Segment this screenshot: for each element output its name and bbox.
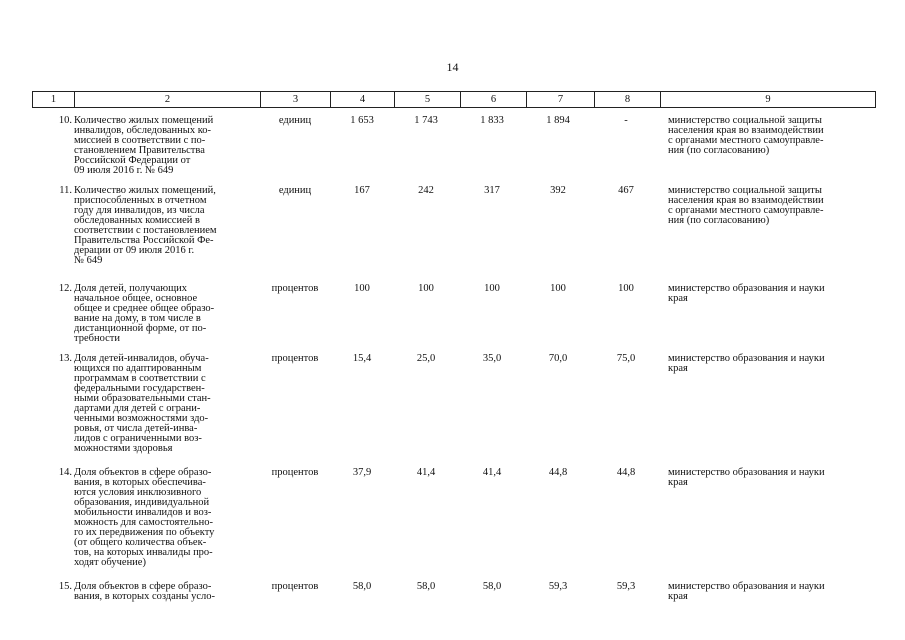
indicator-name (74, 582, 254, 602)
header-col-3: 3 (261, 92, 331, 108)
value-col-4: 37,9 (352, 467, 372, 478)
table-row (32, 582, 875, 606)
value-col-7: 100 (550, 283, 566, 294)
responsible-party (668, 186, 868, 226)
indicator-line: ются условия инклюзивного (74, 487, 202, 498)
table-row (32, 284, 875, 354)
indicator-line: Российской Федерации от (74, 155, 191, 166)
value-col-7: 392 (550, 185, 566, 196)
indicator-line: Доля объектов в сфере образо- (74, 467, 212, 478)
responsible-line: министерство образования и науки (668, 353, 825, 364)
value-col-6: 100 (484, 283, 500, 294)
value-col-8: - (624, 115, 628, 126)
indicator-line: Количество жилых помещений (74, 115, 214, 126)
value-col-8: 467 (618, 185, 634, 196)
value-col-7: 59,3 (548, 581, 568, 592)
unit: процентов (271, 353, 319, 364)
responsible-party (668, 116, 868, 156)
responsible-line: ния (по согласованию) (668, 145, 770, 156)
value-col-4: 167 (354, 185, 370, 196)
indicator-line: соответствии с постановлением (74, 225, 217, 236)
indicator-line: ющихся по адаптированным (74, 363, 202, 374)
value-col-7: 1 894 (546, 115, 570, 126)
value-col-8: 75,0 (616, 353, 636, 364)
indicator-line: образования, индивидуальной (74, 497, 210, 508)
indicator-line: ровья, от числа детей-инва- (74, 423, 198, 434)
indicator-line: Количество жилых помещений, (74, 185, 216, 196)
row-number: 13. (58, 353, 72, 364)
indicator-line: миссией в соответствии с по- (74, 135, 206, 146)
value-col-6: 58,0 (482, 581, 502, 592)
responsible-line: ния (по согласованию) (668, 215, 770, 226)
responsible-line: министерство образования и науки (668, 581, 825, 592)
unit: процентов (271, 283, 319, 294)
responsible-line: края (668, 293, 688, 304)
responsible-line: населения края во взаимодействии (668, 125, 824, 136)
responsible-line: населения края во взаимодействии (668, 195, 824, 206)
indicator-line: ченными возможностями здо- (74, 413, 209, 424)
indicator-line: федеральными государствен- (74, 383, 205, 394)
indicator-line: вания, в которых обеспечива- (74, 477, 206, 488)
value-col-8: 59,3 (616, 581, 636, 592)
responsible-line: министерство социальной защиты (668, 185, 822, 196)
table-row (32, 186, 875, 284)
row-number: 12. (58, 283, 72, 294)
value-col-5: 242 (418, 185, 434, 196)
value-col-7: 44,8 (548, 467, 568, 478)
value-col-4: 100 (354, 283, 370, 294)
indicator-line: общее и среднее общее образо- (74, 303, 215, 314)
responsible-line: края (668, 591, 688, 602)
table-row (32, 354, 875, 468)
row-number: 10. (58, 115, 72, 126)
indicator-line: дартами для детей с ограни- (74, 403, 201, 414)
indicator-line: Доля объектов в сфере образо- (74, 581, 212, 592)
value-col-5: 1 743 (414, 115, 438, 126)
responsible-line: края (668, 363, 688, 374)
indicator-line: ходят обучение) (74, 557, 146, 568)
indicator-line: лидов с ограниченными воз- (74, 433, 202, 444)
indicator-line: требности (74, 333, 120, 344)
row-number: 15. (58, 581, 72, 592)
indicator-line: ными образовательными стан- (74, 393, 211, 404)
responsible-line: с органами местного самоуправле- (668, 135, 824, 146)
header-col-1: 1 (33, 92, 75, 108)
value-col-6: 317 (484, 185, 500, 196)
header-col-4: 4 (331, 92, 395, 108)
indicator-line: инвалидов, обследованных ко- (74, 125, 212, 136)
column-number-header (32, 91, 876, 108)
indicator-line: Доля детей-инвалидов, обуча- (74, 353, 209, 364)
value-col-6: 41,4 (482, 467, 502, 478)
responsible-line: края (668, 477, 688, 488)
indicator-line: 09 июля 2016 г. № 649 (74, 165, 174, 176)
row-number: 14. (58, 467, 72, 478)
indicator-line: вания, в которых созданы усло- (74, 591, 216, 602)
indicator-name (74, 468, 254, 568)
indicator-line: (от общего количества объек- (74, 537, 207, 548)
value-col-5: 41,4 (416, 467, 436, 478)
value-col-5: 100 (418, 283, 434, 294)
indicator-name (74, 354, 254, 454)
value-col-4: 1 653 (350, 115, 374, 126)
indicator-line: го их передвижения по объекту (74, 527, 215, 538)
responsible-party (668, 582, 868, 602)
indicator-line: обследованных комиссией в (74, 215, 200, 226)
value-col-5: 25,0 (416, 353, 436, 364)
indicator-line: № 649 (74, 255, 103, 266)
indicator-line: программам в соответствии с (74, 373, 206, 384)
value-col-6: 35,0 (482, 353, 502, 364)
indicator-line: году для инвалидов, из числа (74, 205, 205, 216)
value-col-4: 15,4 (352, 353, 372, 364)
table-row (32, 116, 875, 186)
indicator-line: можностями здоровья (74, 443, 173, 454)
value-col-5: 58,0 (416, 581, 436, 592)
header-col-9: 9 (661, 92, 876, 108)
value-col-8: 44,8 (616, 467, 636, 478)
indicator-line: становлением Правительства (74, 145, 205, 156)
value-col-8: 100 (618, 283, 634, 294)
responsible-party (668, 468, 868, 488)
indicator-line: начальное общее, основное (74, 293, 198, 304)
header-col-8: 8 (595, 92, 661, 108)
table-row (32, 468, 875, 582)
unit: единиц (278, 115, 312, 126)
indicator-line: дерации от 09 июля 2016 г. (74, 245, 195, 256)
value-col-6: 1 833 (480, 115, 504, 126)
header-col-7: 7 (527, 92, 595, 108)
responsible-line: министерство социальной защиты (668, 115, 822, 126)
responsible-line: министерство образования и науки (668, 467, 825, 478)
unit: единиц (278, 185, 312, 196)
indicator-line: можность для самостоятельно- (74, 517, 213, 528)
header-col-5: 5 (395, 92, 461, 108)
responsible-party (668, 284, 868, 304)
responsible-line: министерство образования и науки (668, 283, 825, 294)
indicator-line: Доля детей, получающих (74, 283, 188, 294)
header-col-6: 6 (461, 92, 527, 108)
header-col-2: 2 (75, 92, 261, 108)
indicator-line: тов, на которых инвалиды про- (74, 547, 213, 558)
indicator-rows (32, 116, 875, 606)
value-col-4: 58,0 (352, 581, 372, 592)
indicator-line: мобильности инвалидов и воз- (74, 507, 212, 518)
row-number: 11. (59, 185, 72, 196)
page-number: 14 (446, 60, 459, 74)
indicator-name (74, 116, 254, 176)
indicator-line: Правительства Российской Фе- (74, 235, 214, 246)
unit: процентов (271, 467, 319, 478)
unit: процентов (271, 581, 319, 592)
indicator-line: вание на дому, в том числе в (74, 313, 201, 324)
indicator-line: дистанционной форме, от по- (74, 323, 207, 334)
indicator-line: приспособленных в отчетном (74, 195, 207, 206)
indicator-name (74, 186, 254, 266)
indicator-name (74, 284, 254, 344)
responsible-party (668, 354, 868, 374)
value-col-7: 70,0 (548, 353, 568, 364)
responsible-line: с органами местного самоуправле- (668, 205, 824, 216)
